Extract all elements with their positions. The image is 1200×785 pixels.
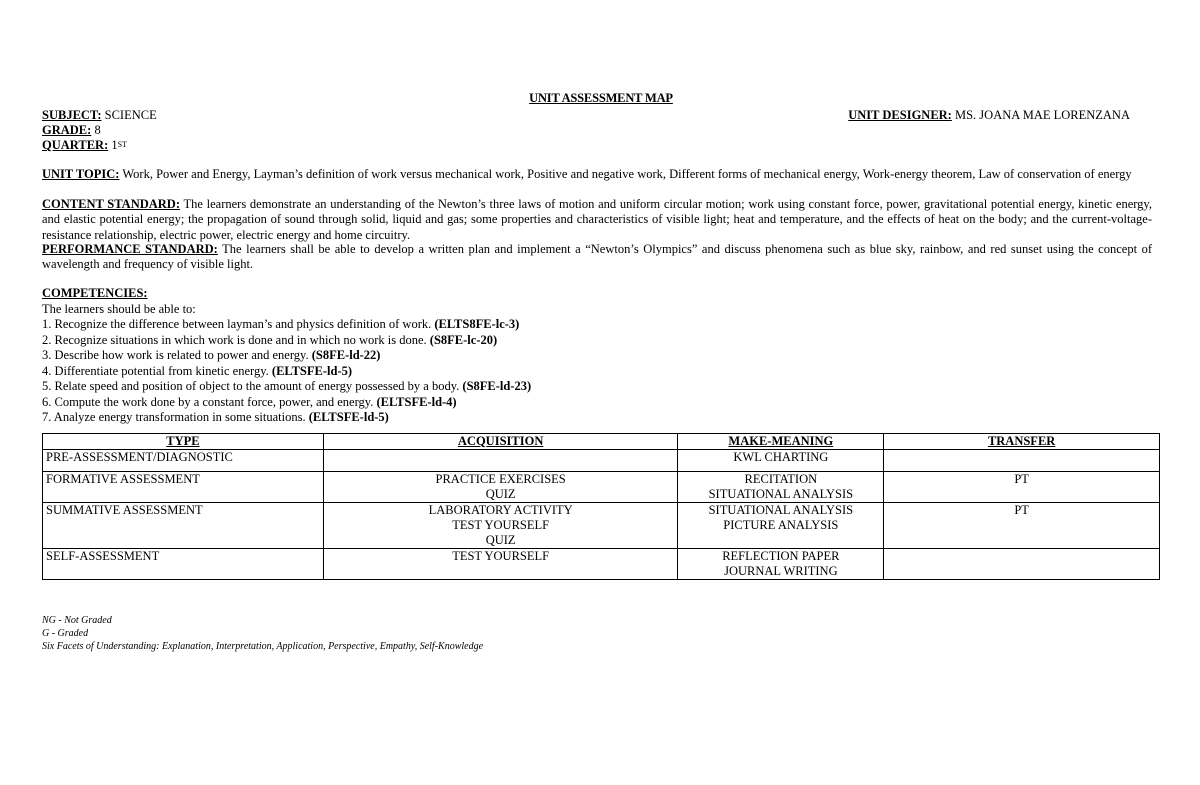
cell-make-meaning xyxy=(678,549,884,580)
cell-line: PRACTICE EXERCISES xyxy=(435,472,566,486)
performance-standard-value: The learners shall be able to develop a written plan and implement a “Newton’s Olympics” and discuss phenomena such as blue sky, rainbow, and red sunset using the concept of wavelength and frequency of visible light. xyxy=(42,242,1152,272)
cell-type xyxy=(43,549,324,580)
cell-line: JOURNAL WRITING xyxy=(724,564,838,578)
table-row xyxy=(43,472,1160,503)
competency-item: 7. Analyze energy transformation in some situations. (ELTSFE-ld-5) xyxy=(42,410,389,424)
cell-line: QUIZ xyxy=(485,487,516,501)
competency-item: 3. Describe how work is related to power and energy. (S8FE-ld-22) xyxy=(42,348,381,362)
cell-line: RECITATION xyxy=(744,472,818,486)
cell-acquisition xyxy=(323,503,678,549)
cell-line: PRE-ASSESSMENT/DIAGNOSTIC xyxy=(46,450,233,464)
cell-line: PT xyxy=(1014,472,1029,486)
cell-line: TEST YOURSELF xyxy=(452,518,550,532)
cell-line: QUIZ xyxy=(485,533,516,547)
quarter-line xyxy=(42,138,127,153)
competency-item: 6. Compute the work done by a constant force, power, and energy. (ELTSFE-ld-4) xyxy=(42,394,457,409)
cell-line: KWL CHARTING xyxy=(733,450,829,464)
competency-code: (S8FE-ld-22) xyxy=(311,348,381,362)
designer-label: UNIT DESIGNER: xyxy=(848,108,952,122)
cell-line: TEST YOURSELF xyxy=(452,549,550,563)
competency-code: (S8FE-lc-20) xyxy=(429,332,498,347)
cell-acquisition xyxy=(323,549,678,580)
footnotes xyxy=(42,614,483,653)
table-header-row xyxy=(43,434,1160,450)
competency-code: (ELTS8FE-lc-3) xyxy=(434,317,520,331)
cell-make-meaning xyxy=(678,450,884,472)
subject-value: SCIENCE xyxy=(101,108,157,122)
quarter-label: QUARTER: xyxy=(42,138,109,152)
cell-line: PT xyxy=(1014,503,1029,517)
header-acquisition: ACQUISITION xyxy=(323,434,678,450)
competency-item: 2. Recognize situations in which work is done and in which no work is done. (S8FE-lc-20) xyxy=(42,332,498,347)
unit-topic-value: Work, Power and Energy, Layman’s definition of work versus mechanical work, Positive and negative work, Different forms of mechanical energy, Work-energy theorem, Law of conservation of energy xyxy=(119,167,1132,181)
header-transfer: TRANSFER xyxy=(884,434,1160,450)
cell-line: SITUATIONAL ANALYSIS xyxy=(708,487,854,501)
performance-standard-label: PERFORMANCE STANDARD: xyxy=(42,242,218,256)
competency-code: (ELTSFE-ld-4) xyxy=(376,394,457,409)
grade-label: GRADE: xyxy=(42,123,92,137)
cell-type xyxy=(43,503,324,549)
cell-line: REFLECTION PAPER xyxy=(722,549,840,563)
competency-item: 1. Recognize the difference between layman’s and physics definition of work. (ELTS8FE-lc-3) xyxy=(42,317,520,331)
designer-line xyxy=(848,108,1130,123)
table-row xyxy=(43,549,1160,580)
competency-code: (S8FE-ld-23) xyxy=(462,379,532,393)
cell-line: PICTURE ANALYSIS xyxy=(723,518,839,532)
competency-code: (ELTSFE-ld-5) xyxy=(271,363,353,378)
cell-transfer xyxy=(884,472,1160,503)
cell-make-meaning xyxy=(678,503,884,549)
cell-line: SITUATIONAL ANALYSIS xyxy=(708,503,854,517)
cell-transfer xyxy=(884,450,1160,472)
header-make-meaning: MAKE-MEANING xyxy=(678,434,884,450)
subject-label: SUBJECT: xyxy=(42,108,102,122)
note-six-facets: Six Facets of Understanding: Explanation, Interpretation, Application, Perspective, Empathy, Self-Knowledge xyxy=(42,641,484,652)
assessment-table xyxy=(42,433,1160,580)
competency-item: 5. Relate speed and position of object to the amount of energy possessed by a body. (S8FE-ld-23) xyxy=(42,379,532,393)
competency-item: 4. Differentiate potential from kinetic energy. (ELTSFE-ld-5) xyxy=(42,363,353,378)
content-standard-value: The learners demonstrate an understanding of the Newton’s three laws of motion and uniform circular motion; work using constant force, power, gravitational potential energy, kinetic energy, and elastic potential energy; the propagation of sound through solid, liquid and gas; some properties and characteristics of visible light; heat and temperature, and the effects of heat on the body; and the current-voltage-resistance relationship, electric power, electric energy and home circuitry. xyxy=(42,197,1152,242)
cell-type xyxy=(43,450,324,472)
cell-line: SUMMATIVE ASSESSMENT xyxy=(46,503,203,517)
grade-line xyxy=(42,123,101,138)
cell-line: SELF-ASSESSMENT xyxy=(46,549,160,563)
table-row xyxy=(43,503,1160,549)
cell-line: FORMATIVE ASSESSMENT xyxy=(46,472,200,486)
cell-transfer xyxy=(884,503,1160,549)
cell-line: LABORATORY ACTIVITY xyxy=(428,503,573,517)
unit-topic-label: UNIT TOPIC: xyxy=(42,167,120,181)
cell-type xyxy=(43,472,324,503)
grade-value: 8 xyxy=(91,123,101,137)
note-ng: NG - Not Graded xyxy=(42,615,112,626)
header-type: TYPE xyxy=(43,434,324,450)
designer-value: MS. JOANA MAE LORENZANA xyxy=(951,108,1130,122)
cell-transfer xyxy=(884,549,1160,580)
competency-code: (ELTSFE-ld-5) xyxy=(308,410,389,424)
competencies-intro: The learners should be able to: xyxy=(42,301,196,316)
competencies-label: COMPETENCIES: xyxy=(42,286,148,300)
cell-acquisition xyxy=(323,472,678,503)
note-g: G - Graded xyxy=(42,628,89,639)
content-standard xyxy=(42,197,1152,243)
cell-make-meaning xyxy=(678,472,884,503)
quarter-value: 1 xyxy=(108,138,118,152)
quarter-sup: ST xyxy=(117,140,127,149)
unit-topic xyxy=(42,167,1152,182)
cell-acquisition xyxy=(323,450,678,472)
table-row xyxy=(43,450,1160,472)
content-standard-label: CONTENT STANDARD: xyxy=(42,197,180,211)
subject-line xyxy=(42,108,157,123)
performance-standard xyxy=(42,242,1152,273)
document-title: UNIT ASSESSMENT MAP xyxy=(529,91,673,105)
competencies-section xyxy=(42,286,531,426)
